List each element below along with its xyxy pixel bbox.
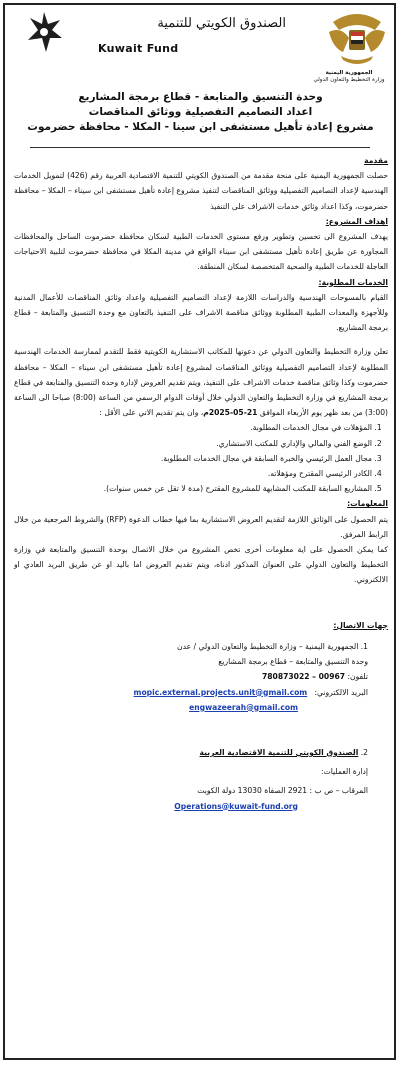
contact-1-email-row bbox=[14, 685, 368, 700]
phone-number: 780873022 – 00967 bbox=[261, 672, 346, 682]
email-link-1[interactable]: mopic.external.projects.unit@gmail.com bbox=[133, 687, 308, 697]
title-line-2: اعداد التصاميم التفصيلية ووثائق المناقصات bbox=[88, 106, 313, 118]
contact-2-org: الصندوق الكويتي للتنمية الاقتصادية العربية bbox=[199, 747, 359, 757]
intro-heading: مقدمة bbox=[364, 156, 388, 165]
list-item: 3. مجال العمل الرئيسي والخبرة السابقة في مجال الخدمات المطلوبة. bbox=[14, 451, 372, 466]
contact-2-email-row bbox=[14, 799, 368, 814]
goals-text: يهدف المشروع الى تحسين وتطوير ورفع مستوى الخدمات الطبية لسكان محافظة حضرموت الساحل والمحافظات المجاورة عن طريق إعادة تأهيل مستشفى ابن سيناء الواقع في مدينة المكلا في محافظة حضرموت لتلبية الاحتياجات العاجلة للخدمات الطبية والصحية المتخصصة لسكان المنطقة. bbox=[14, 232, 388, 272]
email-link-3[interactable]: Operations@kuwait-fund.org bbox=[174, 801, 298, 811]
list-item: 4. الكادر الرئيسي المقترح ومؤهلاته. bbox=[14, 466, 372, 481]
email-link-2[interactable]: engwazeerah@gmail.com bbox=[189, 702, 298, 712]
title-line-3: مشروع إعادة تأهيل مستشفى ابن سينا - المكلا - محافظة حضرموت bbox=[27, 121, 374, 133]
title-line-1: وحدة التنسيق والمتابعة - قطاع برمجة المشاريع bbox=[78, 91, 323, 103]
info-heading: المعلومات: bbox=[347, 499, 388, 509]
header bbox=[6, 6, 395, 86]
services-text: القيام بالمسوحات الهندسية والدراسات اللازمة لإعداد التصاميم التفصيلية واعداد وثائق المناقصات للأعمال المدنية وللأجهزة والمعدات الطبية المطلوبة ووثائق مناقصة الاشراف على التنفيذ بالتعاون مع وحدة التنسيق والمتابعة – قطاع برمجة المشاريع. bbox=[14, 292, 388, 333]
contact-1-line-2: وحدة التنسيق والمتابعة – قطاع برمجة المشاريع bbox=[218, 657, 368, 667]
contact-1-phone-row bbox=[14, 669, 368, 684]
intro-text: حصلت الجمهورية اليمنية على منحة مقدمة من الصندوق الكويتي للتنمية الاقتصادية العربية رقم (426) لتمويل الخدمات الهندسية لإعداد التصاميم التفصيلية ووثائق المناقصات لتنفيذ مشروع إعادة تأهيل مستشفى ابن سيناء – المكلا – محافظة حضرموت، وكذا اعداد وثائق خدمات الاشراف على التنفيذ bbox=[14, 171, 388, 211]
list-item: 2. الوضع الفني والمالي والإداري للمكتب الاستشاري. bbox=[14, 436, 372, 451]
deadline-date: 21-05-2025م bbox=[203, 408, 258, 418]
contact-2-number: 2. bbox=[360, 747, 368, 757]
contacts-section bbox=[14, 618, 388, 814]
invitation-text-b: ، وان يتم تقديم الاتي على الأقل : bbox=[99, 408, 204, 418]
invitation-text-a: تعلن وزارة التخطيط والتعاون الدولي عن دعوتها للمكاتب الاستشارية الكويتية فقط للتقدم لممارسة الخدمات الهندسية المطلوبة لإعداد التصاميم التفصيلية ووثائق المناقصات لمشروع إعادة تأهيل مستشفى ابن سيناء – المكلا – محافظة حضرموت وكذا وثائق مناقصة خدمات الاشراف على التنفيذ، ويتم تقديم العروض لإدارة وحدة التنسيق والمتابعة في قطاع برمجة المشاريع في وزارة التخطيط والتعاون الدولي خلال أوقات الدوام الرسمي من الساعة (8:00) صباحا الى الساعة (3:00) من بعد ظهر يوم الأربعاء الموافق bbox=[14, 347, 388, 418]
document-body bbox=[14, 153, 388, 814]
list-item: 5. المشاريع السابقة للمكتب المشابهة للمشروع المقترح (مدة لا تقل عن خمس سنوات). bbox=[14, 481, 372, 496]
contact-2-address: المرقاب – ص ب : 2921 الصفاة 13030 دولة الكويت bbox=[197, 786, 368, 796]
contact-2-dept: إدارة العمليات: bbox=[321, 767, 368, 777]
kuwait-fund-name-arabic: الصندوق الكويتي للتنمية bbox=[157, 16, 286, 31]
kuwait-fund-name-english: Kuwait Fund bbox=[98, 42, 179, 55]
contacts-heading: جهات الاتصال: bbox=[333, 620, 388, 630]
phone-label: تلفون: bbox=[347, 672, 368, 682]
invitation-text bbox=[14, 344, 388, 420]
contact-1-org: الجمهورية اليمنية – وزارة التخطيط والتعاون الدولي / عدن bbox=[177, 641, 359, 651]
page-titles bbox=[6, 90, 395, 135]
yemen-emblem-icon bbox=[327, 8, 387, 68]
email-label: البريد الالكتروني: bbox=[314, 687, 368, 697]
kuwait-fund-logo-icon bbox=[24, 10, 64, 54]
divider bbox=[30, 147, 370, 148]
contact-1-number: 1. bbox=[360, 641, 368, 651]
services-heading: الخدمات المطلوبة: bbox=[318, 277, 388, 287]
info-text-2: كما يمكن الحصول على اية معلومات أخرى تخص المشروع من خلال الاتصال بوحدة التنسيق والمتابعة في وزارة التخطيط والتعاون الدولي على العنوان المذكور ادناه، ويتم تقديم العروض اما باليد او عن طريق البريد العادي او الالكتروني. bbox=[14, 545, 388, 585]
info-text-1: يتم الحصول على الوثائق اللازمة لتقديم العروض الاستشارية بما فيها خطاب الدعوة (RFP) والشروط المرجعية من خلال الرابط المرفق. bbox=[14, 514, 388, 539]
yemen-caption-line-2: وزارة التخطيط والتعاون الدولي bbox=[313, 77, 385, 83]
spacer bbox=[14, 335, 388, 344]
contact-2-line-1 bbox=[14, 745, 368, 760]
contact-1 bbox=[14, 639, 388, 715]
yemen-emblem-caption bbox=[303, 70, 395, 84]
goals-heading: اهداف المشروع: bbox=[325, 216, 388, 226]
requirements-list bbox=[14, 420, 388, 496]
contact-1-line-1 bbox=[14, 639, 368, 654]
list-item: 1. المؤهلات في مجال الخدمات المطلوبة. bbox=[14, 420, 372, 435]
yemen-caption-line-1: الجمهورية اليمنية bbox=[325, 70, 373, 76]
contact-1-email-row-2 bbox=[14, 700, 368, 715]
contact-2 bbox=[14, 745, 388, 814]
